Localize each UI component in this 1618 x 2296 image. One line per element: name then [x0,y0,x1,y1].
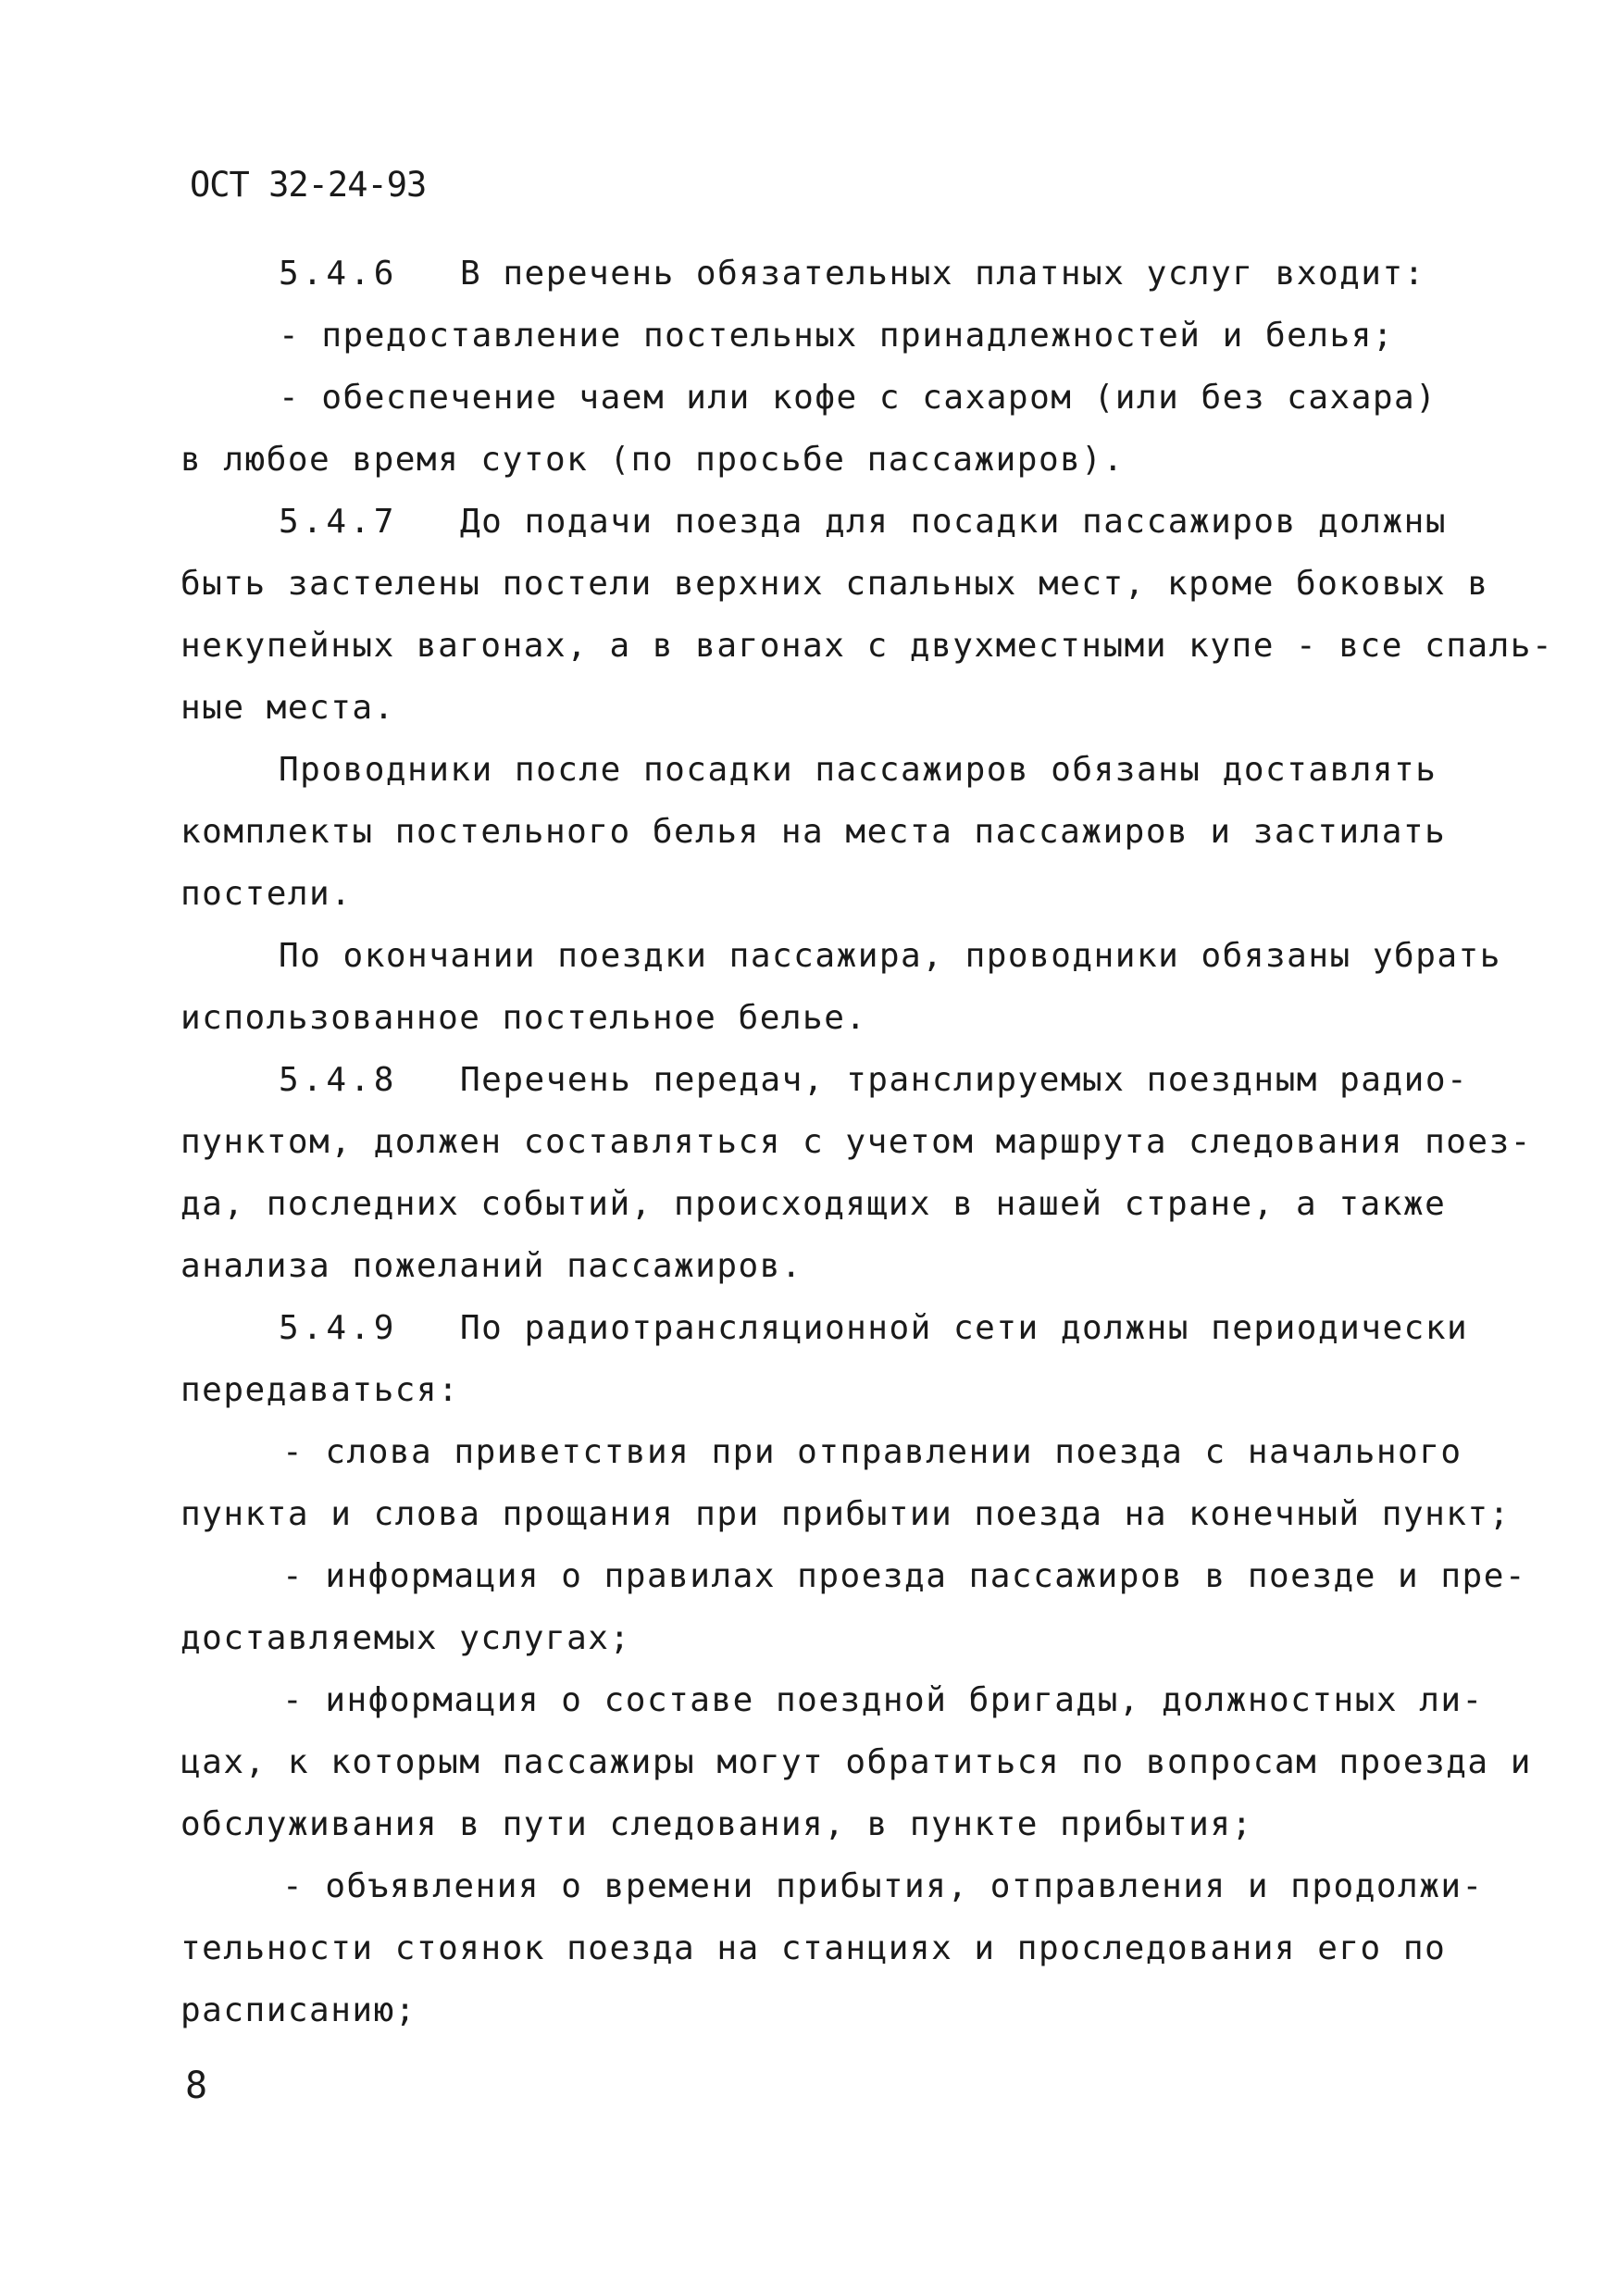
clause-line [180,1049,1476,1111]
clause-number: 5.4.7 [279,503,398,541]
line-text: ные места. [180,689,395,727]
text-line [180,305,1476,367]
clause-number: 5.4.6 [279,255,398,293]
line-text: - информация о правилах проезда пассажиров в поезде и пре- [282,1557,1527,1595]
document-code: ОСТ 32-24-93 [190,165,427,205]
text-line [180,1421,1476,1483]
text-line [180,863,1476,925]
text-line [180,1979,1476,2041]
text-line [180,1793,1476,1855]
line-text: До подачи поезда для посадки пассажиров должны [460,503,1447,541]
line-text: некупейных вагонах, а в вагонах с двухместными купе - все спаль- [180,627,1554,665]
text-line [180,1545,1527,1607]
text-line [180,925,1501,987]
text-line [180,1917,1476,1979]
text-line [180,1669,1484,1731]
page-number: 8 [185,2065,208,2107]
clause-line [180,243,1476,305]
line-text: По окончании поездки пассажира, проводники обязаны убрать [279,937,1501,975]
text-line [180,1111,1532,1173]
document-body [180,243,1554,2041]
text-line [180,1855,1484,1917]
text-line [180,429,1476,491]
line-text: постели. [180,875,353,913]
clause-line [180,1297,1476,1359]
line-text: да, последних событий, происходящих в нашей стране, а также [180,1185,1447,1223]
text-line [180,553,1489,615]
line-text: Перечень передач, транслируемых поездным радио- [460,1061,1469,1099]
text-line [180,1483,1511,1545]
clause-line [180,491,1476,553]
line-text: - слова приветствия при отправлении поезда с начального [282,1433,1462,1471]
line-text: комплекты постельного белья на места пассажиров и застилать [180,813,1447,851]
line-text: анализа пожеланий пассажиров. [180,1247,803,1285]
text-line [180,615,1554,677]
line-text: По радиотрансляционной сети должны периодически [460,1309,1469,1347]
line-text: обслуживания в пути следования, в пункте прибытия; [180,1805,1253,1843]
text-line [180,1607,1476,1669]
text-line [180,801,1476,863]
text-line [180,1173,1476,1235]
line-text: - обеспечение чаем или кофе с сахаром (или без сахара) [279,379,1438,417]
line-text: цах, к которым пассажиры могут обратиться по вопросам проезда и [180,1743,1532,1781]
line-text: В перечень обязательных платных услуг входит: [460,255,1425,293]
text-line [180,739,1476,801]
line-text: - информация о составе поездной бригады, должностных ли- [282,1681,1484,1719]
line-text: пунктом, должен составляться с учетом маршрута следования поез- [180,1123,1532,1161]
line-text: расписанию; [180,1991,417,2029]
clause-number: 5.4.9 [279,1309,398,1347]
line-text: быть застелены постели верхних спальных мест, кроме боковых в [180,565,1489,603]
line-text: передаваться: [180,1371,460,1409]
line-text: тельности стоянок поезда на станциях и проследования его по [180,1929,1447,1967]
line-text: - предоставление постельных принадлежностей и белья; [279,317,1395,355]
text-line [180,987,1476,1049]
clause-number: 5.4.8 [279,1061,398,1099]
text-line [180,367,1476,429]
line-text: в любое время суток (по просьбе пассажиров). [180,441,1125,479]
line-text: доставляемых услугах; [180,1619,631,1657]
line-text: пункта и слова прощания при прибытии поезда на конечный пункт; [180,1495,1511,1533]
line-text: использованное постельное белье. [180,999,867,1037]
line-text: Проводники после посадки пассажиров обязаны доставлять [279,751,1438,789]
text-line [180,677,1476,739]
line-text: - объявления о времени прибытия, отправления и продолжи- [282,1867,1484,1905]
text-line [180,1235,1476,1297]
text-line [180,1359,1476,1421]
text-line [180,1731,1532,1793]
